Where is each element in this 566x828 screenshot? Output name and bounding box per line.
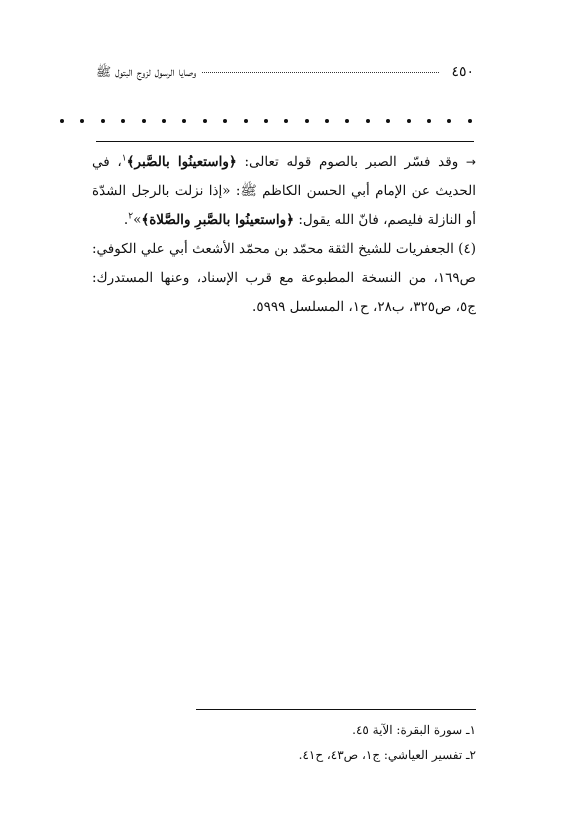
separator-dot [427, 119, 431, 123]
footnote-rule [196, 709, 476, 710]
separator-dot [101, 119, 105, 123]
separator-dot [60, 119, 64, 123]
separator-dot [468, 119, 472, 123]
continuation-arrow-icon: → [465, 155, 476, 169]
header-rule [96, 141, 474, 142]
separator-dot [80, 119, 84, 123]
footnote-item: ٢ـ تفسير العياشي: ج١، ص٤٣، ح٤١. [298, 748, 476, 762]
footnote-marker: ٢ [128, 211, 134, 222]
footnotes [96, 718, 476, 768]
separator-dot [121, 119, 125, 123]
separator-dot [223, 119, 227, 123]
separator-dot [162, 119, 166, 123]
paragraph-text: . [123, 212, 129, 228]
ornamental-dot-separator [60, 116, 472, 126]
separator-dot [305, 119, 309, 123]
separator-dot [407, 119, 411, 123]
paragraph-text: » [133, 212, 142, 228]
separator-dot [447, 119, 451, 123]
continued-paragraph [92, 148, 476, 235]
separator-dot [203, 119, 207, 123]
footnote-marker: ١ [121, 153, 127, 164]
separator-dot [345, 119, 349, 123]
separator-dot [182, 119, 186, 123]
separator-dot [244, 119, 248, 123]
footnote-item: ١ـ سورة البقرة: الآية ٤٥. [352, 723, 476, 737]
separator-dot [366, 119, 370, 123]
header-dotted-leader [202, 72, 439, 73]
paragraph-text: وقد فسّر الصبر بالصوم قوله تعالى: [236, 154, 459, 170]
running-header-title: وصايا الرسول لزوج البتول ﷺ [96, 64, 197, 79]
quran-quote: ﴿واستعينُوا بالصَّبرِ والصَّلاة﴾ [141, 212, 295, 228]
paragraph-text: ، في الحديث عن الإمام أبي الحسن الكاظم ﷺ: «إذا نزلت بالرجل الشدّة أو النازلة فليصم، فانّ الله يقول: [92, 154, 476, 228]
reference-paragraph: (٤) الجعفريات للشيخ الثقة محمّد بن محمّد الأشعث أبي علي الكوفي: ص١٦٩، من النسخة المطبوعة مع قرب الإسناد، وعنها المستدرك: ج٥، ص٣٢٥، ب٢٨، ح١، المسلسل ٥٩٩٩. [92, 241, 476, 315]
running-header [96, 64, 474, 86]
main-text [92, 148, 476, 322]
separator-dot [142, 119, 146, 123]
separator-dot [264, 119, 268, 123]
separator-dot [284, 119, 288, 123]
separator-dot [325, 119, 329, 123]
page-number: ٤٥٠ [451, 64, 474, 80]
quran-quote: ﴿واستعينُوا بالصَّبر﴾ [126, 154, 237, 170]
separator-dot [386, 119, 390, 123]
